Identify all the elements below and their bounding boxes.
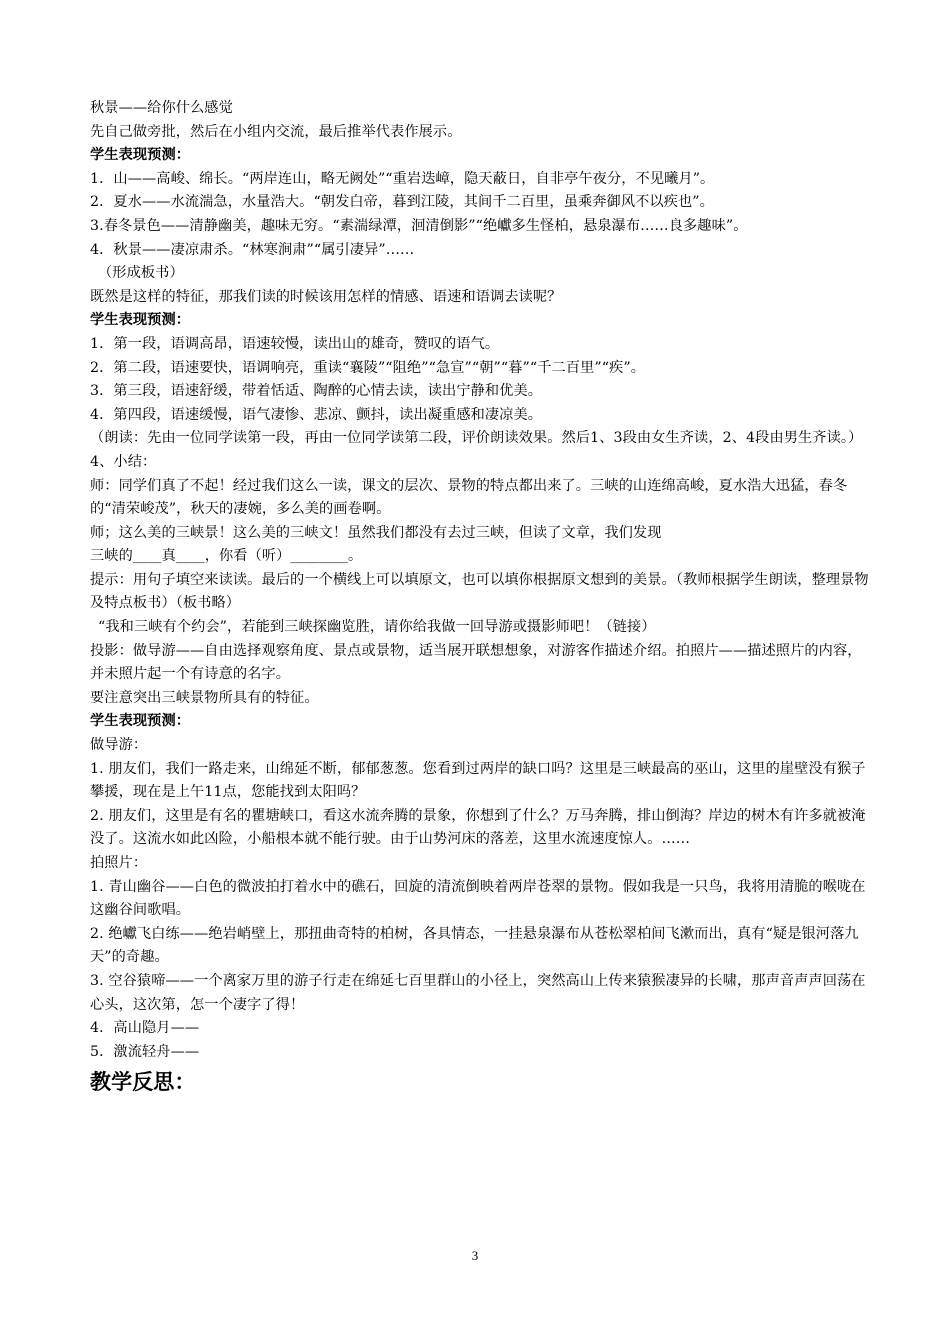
text-line: 4．第四段，语速缓慢，语气凄惨、悲凉、颤抖，读出凝重感和凄凉美。 xyxy=(90,406,543,423)
text-line: 3.春冬景色——清静幽美，趣味无穷。“素湍绿潭，洄清倒影”“绝巘多生怪柏，悬泉瀑布……良多趣味”。 xyxy=(90,217,748,234)
text-line: 1．山——高峻、绵长。“两岸连山，略无阙处”“重岩迭嶂，隐天蔽日，自非亭午夜分，不见曦月”。 xyxy=(90,170,715,187)
text-line: 先自己做旁批，然后在小组内交流，最后推举代表作展示。 xyxy=(90,123,462,140)
section-label: 学生表现预测： xyxy=(90,147,191,164)
text-line: 4、小结： xyxy=(90,453,157,470)
text-line: 拍照片： xyxy=(90,855,148,871)
text-line: 师；这么美的三峡景！这么美的三峡文！虽然我们都没有去过三峡，但读了文章，我们发现 xyxy=(90,524,662,541)
text-line: 1. 青山幽谷——白色的微波拍打着水中的礁石，回旋的清流倒映着两岸苍翠的景物。假如我是一只鸟，我将用清脆的喉咙在这幽谷间歌唱。 xyxy=(90,878,866,919)
text-line: 4．秋景——凄凉肃杀。“林寒涧肃”“属引凄异”…… xyxy=(90,241,415,258)
text-line: 2. 朋友们，这里是有名的瞿塘峡口，看这水流奔腾的景象，你想到了什么？万马奔腾，排山倒海？岸边的树木有许多就被淹没了。这流水如此凶险，小船根本就不能行驶。由于山势河床的落差，这里水流速度惊人。…… xyxy=(90,807,866,848)
text-line: 要注意突出三峡景物所具有的特征。 xyxy=(90,689,319,706)
text-line: 既然是这样的特征，那我们读的时候该用怎样的情感、语速和语调去读呢？ xyxy=(90,288,562,305)
text-line: 3. 空谷猿啼——一个离家万里的游子行走在绵延七百里群山的小径上，突然高山上传来猿猴凄异的长啸，那声音声声回荡在心头，这次第，怎一个凄字了得！ xyxy=(90,972,866,1013)
text-line: （形成板书） xyxy=(98,265,184,282)
text-line: 2. 绝巘飞白练——绝岩峭壁上，那扭曲奇特的柏树，各具情态，一挂悬泉瀑布从苍松翠柏间飞漱而出，真有“疑是银河落九天”的奇趣。 xyxy=(90,925,859,966)
page-number: 3 xyxy=(471,1248,479,1263)
text-line: 2．第二段，语速要快，语调响亮，重读“襄陵”“阻绝”“急宣”“朝”“暮”“千二百里”“疾”。 xyxy=(90,359,645,376)
text-line: 4．高山隐月—— xyxy=(90,1020,200,1037)
text-line: 提示：用句子填空来读读。最后的一个横线上可以填原文，也可以填你根据原文想到的美景。（教师根据学生朗读，整理景物及特点板书）（板书略） xyxy=(90,571,869,612)
text-line: 1．第一段，语调高昂，语速较慢，读出山的雄奇，赞叹的语气。 xyxy=(90,335,500,352)
text-line: 做导游： xyxy=(90,737,148,754)
text-line: 三峡的____真____，你看（听）________。 xyxy=(90,548,363,565)
section-label: 学生表现预测： xyxy=(90,713,191,730)
section-label: 学生表现预测： xyxy=(90,312,191,329)
text-line: 投影：做导游——自由选择观察角度、景点或景物，适当展开联想想象，对游客作描述介绍。拍照片——描述照片的内容，并未照片起一个有诗意的名字。 xyxy=(90,642,862,683)
text-line: “我和三峡有个约会”，若能到三峡探幽览胜，请你给我做一回导游或摄影师吧！（链接） xyxy=(98,619,656,636)
text-line: 2．夏水——水流湍急，水量浩大。“朝发白帝，暮到江陵，其间千二百里，虽乘奔御风不以疾也”。 xyxy=(90,194,714,211)
text-line: 师：同学们真了不起！经过我们这么一读，课文的层次、景物的特点都出来了。三峡的山连绵高峻，夏水浩大迅猛，春冬的“清荣峻茂”，秋天的凄婉，多么美的画卷啊。 xyxy=(90,477,848,518)
text-line: 1. 朋友们，我们一路走来，山绵延不断，郁郁葱葱。您看到过两岸的缺口吗？这里是三峡最高的巫山，这里的崖壁没有猴子攀援，现在是上午11点，您能找到太阳吗？ xyxy=(90,760,866,801)
text-line: （朗读：先由一位同学读第一段，再由一位同学读第二段，评价朗读效果。然后1、3段由女生齐读，2、4段由男生齐读。） xyxy=(90,430,863,447)
reflection-heading: 教学反思： xyxy=(90,1070,196,1095)
document-body xyxy=(90,97,875,1098)
text-line: 5．激流轻舟—— xyxy=(90,1043,200,1060)
text-line: 秋景——给你什么感觉 xyxy=(90,100,233,116)
text-line: 3．第三段，语速舒缓，带着恬适、陶醉的心情去读，读出宁静和优美。 xyxy=(90,383,543,400)
